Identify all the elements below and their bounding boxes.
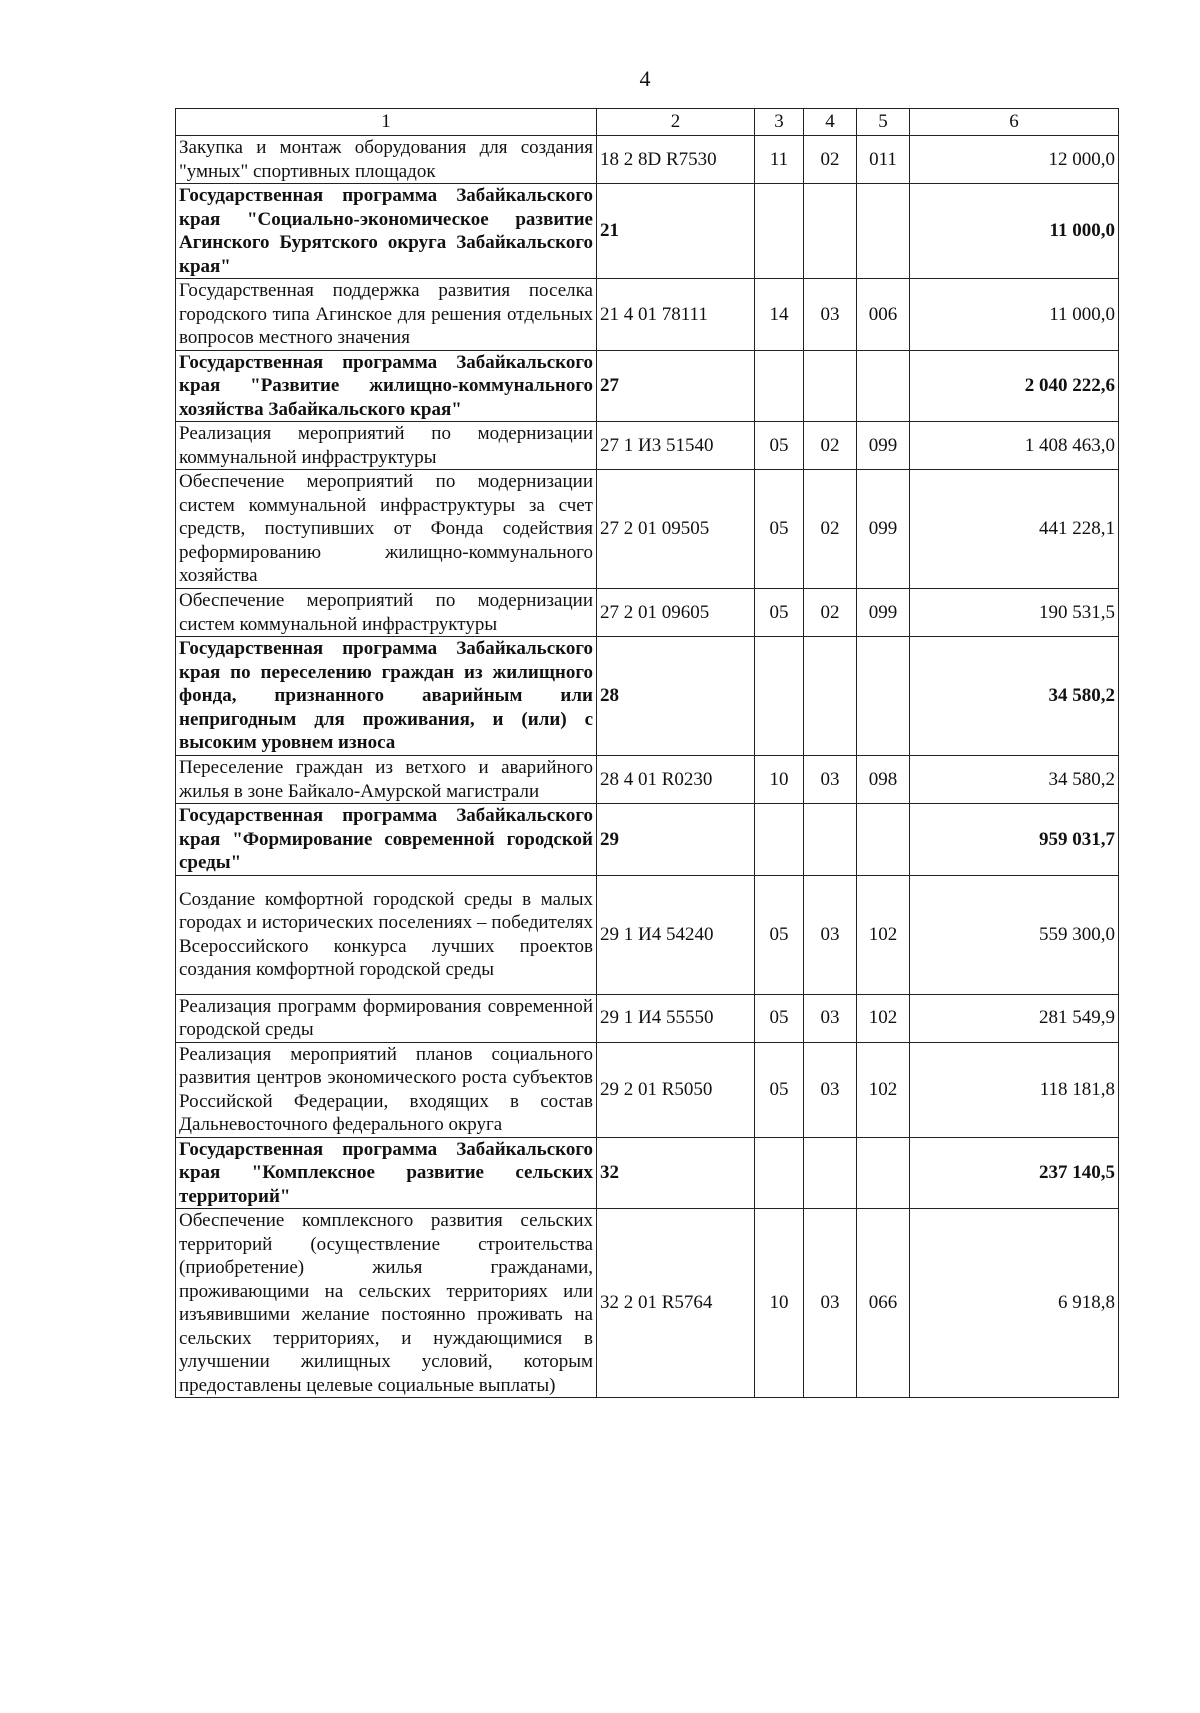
item-col3: 10	[755, 756, 804, 804]
table-row	[176, 756, 1119, 804]
item-name: Создание комфортной городской среды в малых городах и исторических поселениях – победителях Всероссийского конкурса лучших проектов создания комфортной городской среды	[176, 875, 597, 994]
item-name: Государственная программа Забайкальского края "Социально-экономическое развитие Агинского Бурятского округа Забайкальского края"	[176, 184, 597, 279]
item-amount: 34 580,2	[910, 637, 1119, 756]
item-name: Государственная программа Забайкальского края "Формирование современной городской среды"	[176, 804, 597, 876]
item-col3: 11	[755, 136, 804, 184]
program-row	[176, 1137, 1119, 1209]
item-col5: 099	[857, 422, 910, 470]
item-col3	[755, 1137, 804, 1209]
item-code: 32 2 01 R5764	[597, 1209, 755, 1398]
table-row	[176, 470, 1119, 589]
item-code: 18 2 8D R7530	[597, 136, 755, 184]
item-col5	[857, 350, 910, 422]
table-row	[176, 136, 1119, 184]
item-code: 28	[597, 637, 755, 756]
item-col5: 098	[857, 756, 910, 804]
item-col4: 02	[804, 422, 857, 470]
item-amount: 559 300,0	[910, 875, 1119, 994]
item-col3	[755, 184, 804, 279]
item-name: Реализация мероприятий по модернизации коммунальной инфраструктуры	[176, 422, 597, 470]
item-col3: 05	[755, 470, 804, 589]
item-amount: 959 031,7	[910, 804, 1119, 876]
table-row	[176, 994, 1119, 1042]
item-name: Государственная поддержка развития поселка городского типа Агинское для решения отдельных вопросов местного значения	[176, 279, 597, 351]
item-name: Реализация программ формирования современной городской среды	[176, 994, 597, 1042]
item-col4	[804, 350, 857, 422]
item-col5: 066	[857, 1209, 910, 1398]
item-code: 32	[597, 1137, 755, 1209]
item-col5: 102	[857, 994, 910, 1042]
item-col3: 10	[755, 1209, 804, 1398]
item-amount: 237 140,5	[910, 1137, 1119, 1209]
column-header-5: 5	[857, 109, 910, 136]
item-col4	[804, 804, 857, 876]
item-code: 29 1 И4 54240	[597, 875, 755, 994]
item-name: Государственная программа Забайкальского края "Комплексное развитие сельских территорий"	[176, 1137, 597, 1209]
program-row	[176, 637, 1119, 756]
item-code: 29	[597, 804, 755, 876]
budget-table	[175, 108, 1119, 1398]
item-col3: 14	[755, 279, 804, 351]
table-row	[176, 1209, 1119, 1398]
item-col4: 03	[804, 1209, 857, 1398]
item-col5	[857, 1137, 910, 1209]
item-col4: 03	[804, 875, 857, 994]
item-name: Государственная программа Забайкальского края по переселению граждан из жилищного фонда, признанного аварийным или непригодным для проживания, и (или) с высоким уровнем износа	[176, 637, 597, 756]
item-col3: 05	[755, 994, 804, 1042]
item-col4	[804, 637, 857, 756]
item-col4: 02	[804, 470, 857, 589]
item-col4: 02	[804, 136, 857, 184]
table-header-row	[176, 109, 1119, 136]
item-code: 28 4 01 R0230	[597, 756, 755, 804]
item-col4: 03	[804, 279, 857, 351]
table-row	[176, 422, 1119, 470]
item-col5	[857, 637, 910, 756]
item-col4: 03	[804, 1042, 857, 1137]
item-name: Государственная программа Забайкальского края "Развитие жилищно-коммунального хозяйства Забайкальского края"	[176, 350, 597, 422]
item-code: 27 2 01 09605	[597, 589, 755, 637]
item-col5: 006	[857, 279, 910, 351]
item-col4: 03	[804, 756, 857, 804]
item-code: 27 1 И3 51540	[597, 422, 755, 470]
item-col4	[804, 1137, 857, 1209]
page-number: 4	[639, 66, 651, 91]
program-row	[176, 804, 1119, 876]
item-col4: 02	[804, 589, 857, 637]
item-col3: 05	[755, 589, 804, 637]
table-row	[176, 279, 1119, 351]
item-name: Обеспечение мероприятий по модернизации систем коммунальной инфраструктуры за счет средств, поступивших от Фонда содействия реформированию жилищно-коммунального хозяйства	[176, 470, 597, 589]
item-col5: 099	[857, 589, 910, 637]
item-amount: 11 000,0	[910, 279, 1119, 351]
item-amount: 190 531,5	[910, 589, 1119, 637]
item-col3	[755, 637, 804, 756]
item-code: 21 4 01 78111	[597, 279, 755, 351]
item-amount: 441 228,1	[910, 470, 1119, 589]
item-col3	[755, 350, 804, 422]
column-header-2: 2	[597, 109, 755, 136]
item-amount: 1 408 463,0	[910, 422, 1119, 470]
item-col3: 05	[755, 1042, 804, 1137]
column-header-1: 1	[176, 109, 597, 136]
item-col4: 03	[804, 994, 857, 1042]
item-amount: 2 040 222,6	[910, 350, 1119, 422]
item-col5: 099	[857, 470, 910, 589]
item-col5: 011	[857, 136, 910, 184]
item-code: 29 2 01 R5050	[597, 1042, 755, 1137]
column-header-3: 3	[755, 109, 804, 136]
item-col5: 102	[857, 875, 910, 994]
item-name: Реализация мероприятий планов социального развития центров экономического роста субъектов Российской Федерации, входящих в состав Дальневосточного федерального округа	[176, 1042, 597, 1137]
item-col3: 05	[755, 422, 804, 470]
item-code: 27	[597, 350, 755, 422]
table-row	[176, 589, 1119, 637]
item-amount: 34 580,2	[910, 756, 1119, 804]
column-header-6: 6	[910, 109, 1119, 136]
program-row	[176, 350, 1119, 422]
item-col5	[857, 804, 910, 876]
item-name: Обеспечение комплексного развития сельских территорий (осуществление строительства (приобретение) жилья гражданами, проживающими на сельских территориях или изъявившими желание постоянно проживать на сельских территориях, и нуждающимися в улучшении жилищных условий, которым предоставлены целевые социальные выплаты)	[176, 1209, 597, 1398]
item-code: 29 1 И4 55550	[597, 994, 755, 1042]
item-col5: 102	[857, 1042, 910, 1137]
item-amount: 6 918,8	[910, 1209, 1119, 1398]
item-amount: 11 000,0	[910, 184, 1119, 279]
item-name: Обеспечение мероприятий по модернизации систем коммунальной инфраструктуры	[176, 589, 597, 637]
item-code: 21	[597, 184, 755, 279]
item-code: 27 2 01 09505	[597, 470, 755, 589]
table-row	[176, 875, 1119, 994]
item-amount: 12 000,0	[910, 136, 1119, 184]
item-amount: 118 181,8	[910, 1042, 1119, 1137]
item-col5	[857, 184, 910, 279]
item-name: Переселение граждан из ветхого и аварийного жилья в зоне Байкало-Амурской магистрали	[176, 756, 597, 804]
program-row	[176, 184, 1119, 279]
column-header-4: 4	[804, 109, 857, 136]
item-amount: 281 549,9	[910, 994, 1119, 1042]
item-col4	[804, 184, 857, 279]
table-row	[176, 1042, 1119, 1137]
item-col3: 05	[755, 875, 804, 994]
item-col3	[755, 804, 804, 876]
item-name: Закупка и монтаж оборудования для создания "умных" спортивных площадок	[176, 136, 597, 184]
